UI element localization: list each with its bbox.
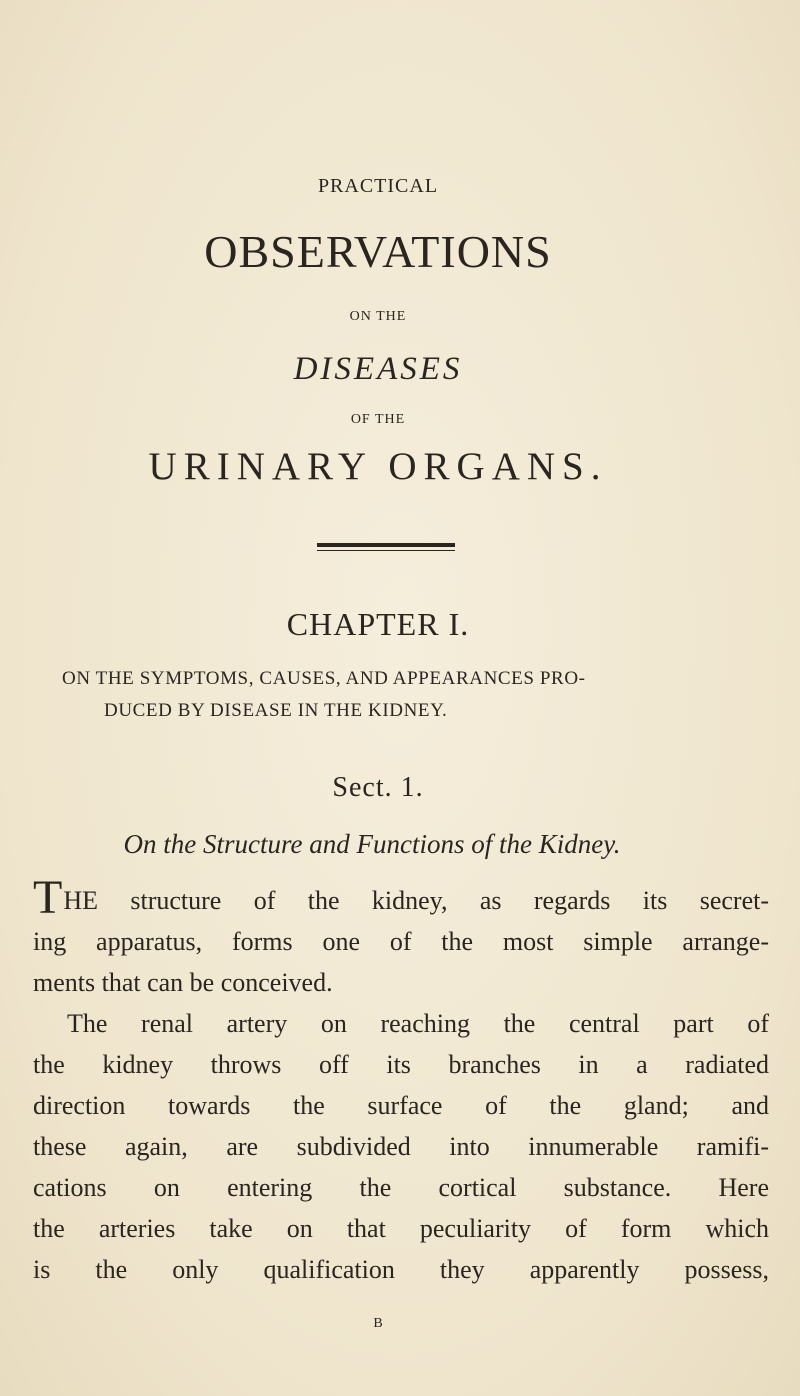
text-line: cations on entering the cortical substance. Here: [33, 1173, 769, 1202]
signature-mark: B: [373, 1316, 383, 1331]
text-line: The renal artery on reaching the central part of: [67, 1009, 769, 1038]
title-diseases: DISEASES: [293, 351, 463, 387]
text-line: ing apparatus, forms one of the most simple arrange-: [33, 927, 769, 956]
text-line: the kidney throws off its branches in a radiated: [33, 1050, 769, 1079]
text-line: ments that can be conceived.: [33, 968, 333, 997]
chapter-subtitle-line-1: ON THE SYMPTOMS, CAUSES, AND APPEARANCES PRO-: [62, 668, 586, 689]
title-of-the: OF THE: [350, 412, 406, 427]
divider-thick: [317, 543, 455, 547]
section-heading: Sect. 1.: [332, 772, 424, 803]
text-line: the arteries take on that peculiarity of form which: [33, 1214, 769, 1243]
chapter-heading: CHAPTER I.: [286, 606, 470, 642]
paragraph-1: [33, 871, 769, 1003]
divider-thin: [317, 550, 455, 551]
title-observations: OBSERVATIONS: [204, 226, 552, 277]
text-line: these again, are subdivided into innumerable ramifi-: [33, 1132, 769, 1161]
text-line-rest: HE structure of the kidney, as regards its secret-: [63, 886, 769, 915]
title-on-the: ON THE: [349, 309, 407, 324]
paragraph-2: [33, 1003, 769, 1290]
chapter-subtitle: [62, 663, 762, 727]
section-title: On the Structure and Functions of the Kidney.: [123, 829, 621, 859]
title-urinary-organs: URINARY ORGANS.: [148, 445, 608, 488]
title-practical: PRACTICAL: [317, 175, 439, 197]
text-line: direction towards the surface of the gland; and: [33, 1091, 769, 1120]
drop-cap: T: [33, 871, 63, 924]
text-line: is the only qualification they apparently possess,: [33, 1255, 769, 1284]
chapter-subtitle-line-2: DUCED BY DISEASE IN THE KIDNEY.: [104, 700, 448, 721]
body-text: [33, 871, 769, 1290]
text-line: [33, 871, 769, 924]
